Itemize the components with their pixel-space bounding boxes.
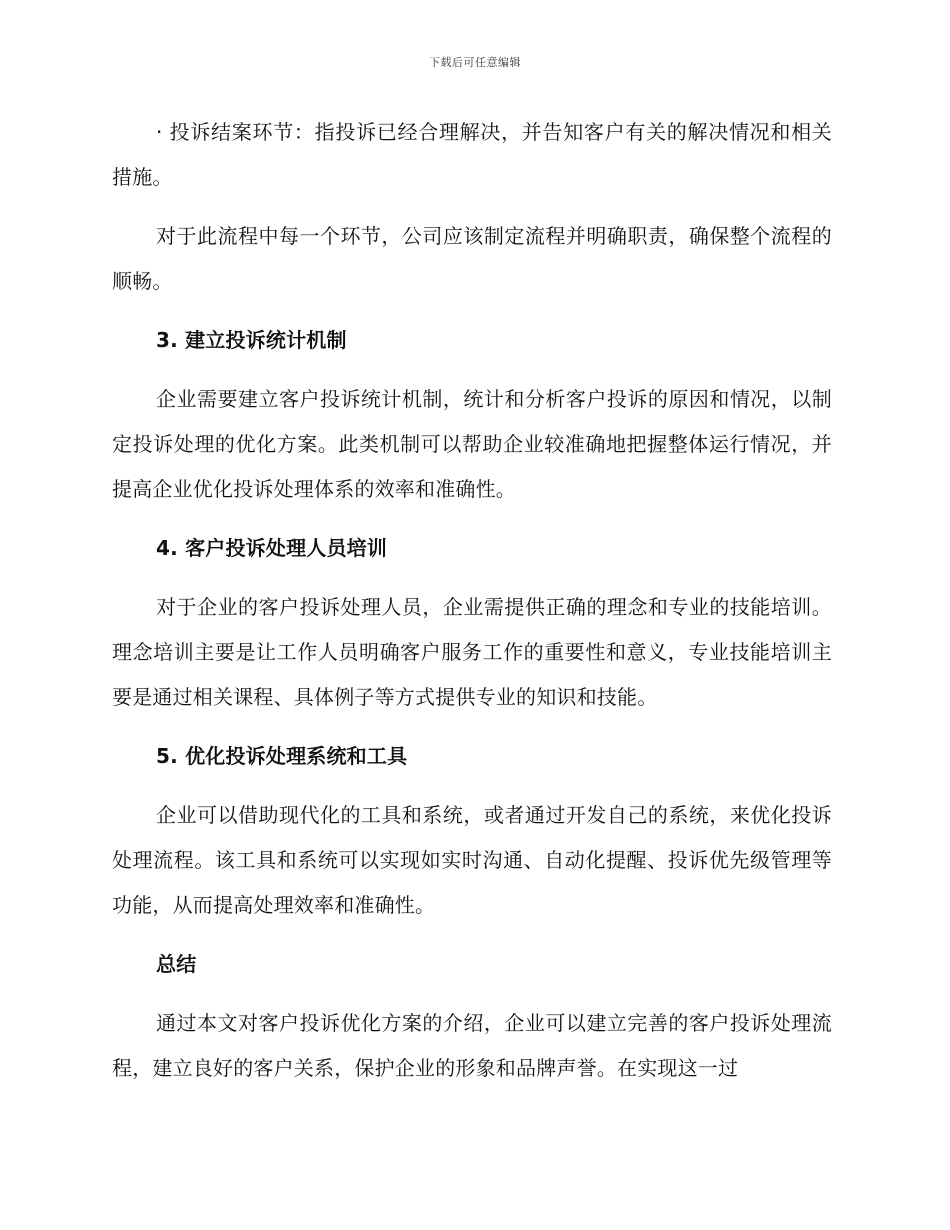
- paragraph-training: 对于企业的客户投诉处理人员，企业需提供正确的理念和专业的技能培训。理念培训主要是让工作人员明确客户服务工作的重要性和意义，专业技能培训主要是通过相关课程、具体例子等方式提供专业的知识和技能。: [112, 595, 832, 709]
- paragraph-complaint-closing: · 投诉结案环节：指投诉已经合理解决，并告知客户有关的解决情况和相关措施。: [112, 120, 832, 189]
- paragraph-summary: 通过本文对客户投诉优化方案的介绍，企业可以建立完善的客户投诉处理流程，建立良好的客户关系，保护企业的形象和品牌声誉。在实现这一过: [112, 1011, 832, 1080]
- document-body: [112, 110, 832, 1091]
- section-heading-training: 4. 客户投诉处理人员培训: [156, 536, 388, 560]
- page-header-note: 下载后可任意编辑: [429, 56, 521, 69]
- section-heading-systems: 5. 优化投诉处理系统和工具: [156, 744, 408, 768]
- paragraph-statistics: 企业需要建立客户投诉统计机制，统计和分析客户投诉的原因和情况，以制定投诉处理的优化方案。此类机制可以帮助企业较准确地把握整体运行情况，并提高企业优化投诉处理体系的效率和准确性。: [112, 387, 832, 501]
- paragraph-process-responsibility: 对于此流程中每一个环节，公司应该制定流程并明确职责，确保整个流程的顺畅。: [112, 224, 832, 293]
- section-heading-statistics: 3. 建立投诉统计机制: [156, 328, 347, 352]
- paragraph-systems: 企业可以借助现代化的工具和系统，或者通过开发自己的系统，来优化投诉处理流程。该工具和系统可以实现如实时沟通、自动化提醒、投诉优先级管理等功能，从而提高处理效率和准确性。: [112, 803, 832, 917]
- section-heading-summary: 总结: [156, 952, 197, 976]
